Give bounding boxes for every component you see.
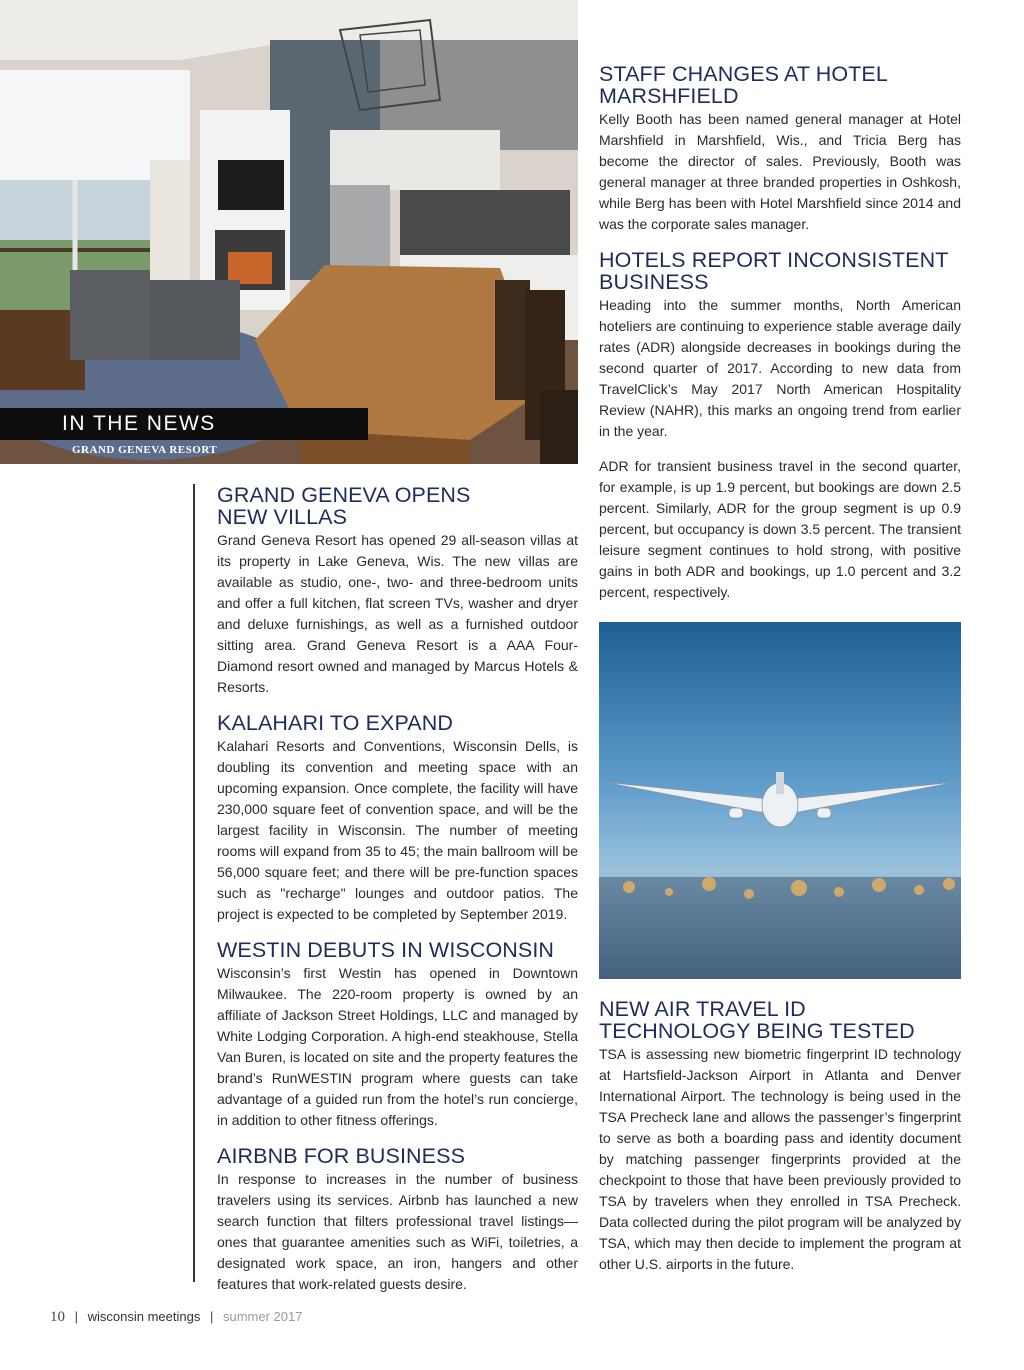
- story-title: WESTIN DEBUTS IN WISCONSIN: [217, 938, 555, 962]
- story-hotel-marshfield: [599, 63, 961, 235]
- photo-caption: GRAND GENEVA RESORT: [72, 444, 218, 456]
- story-title: GRAND GENEVA OPENS NEW VILLAS: [217, 483, 471, 529]
- story-body: In response to increases in the number of business travelers using its services. Airbnb has launched a new search function that filters professional travel listings—ones that guarantee amenities such as WiFi, toiletries, a designated work space, an iron, hangers and other features that work-related guests desire.: [217, 1171, 578, 1292]
- issue-season: summer 2017: [223, 1309, 303, 1324]
- in-the-news-band: IN THE NEWS: [0, 408, 368, 440]
- story-body: Grand Geneva Resort has opened 29 all-season villas at its property in Lake Geneva, Wis. The new villas are available as studio, one-, two- and three-bedroom units and offer a full kitchen, flat screen TVs, washer and dryer and deluxe furnishings, as well as a furnished outdoor sitting area. Grand Geneva Resort is a AAA Four-Diamond resort owned and managed by Marcus Hotels & Resorts.: [217, 532, 578, 695]
- footer-separator: |: [74, 1309, 79, 1324]
- story-title: STAFF CHANGES AT HOTEL MARSHFIELD: [599, 62, 888, 108]
- right-column-bottom: [599, 998, 961, 1289]
- story-kalahari: [217, 712, 578, 925]
- story-title: AIRBNB FOR BUSINESS: [217, 1144, 466, 1168]
- story-airbnb: [217, 1145, 578, 1295]
- story-body: Kalahari Resorts and Conventions, Wisconsin Dells, is doubling its convention and meeting space with an upcoming expansion. Once complete, the facility will have 230,000 square feet of convention space, and will be the largest facility in Wisconsin. The number of meeting rooms will expand from 35 to 45; the main ballroom will be 56,000 square feet; and there will be pre-function spaces such as "recharge" lounges and outdoor patios. The project is expected to be completed by September 2019.: [217, 738, 578, 922]
- publication-name: wisconsin meetings: [87, 1309, 201, 1324]
- page-number: 10: [50, 1309, 65, 1325]
- left-column: [217, 484, 578, 1309]
- story-title: HOTELS REPORT INCONSISTENT BUSINESS: [599, 248, 949, 294]
- story-body: Wisconsin’s first Westin has opened in Downtown Milwaukee. The 220-room property is owned by an affiliate of Jackson Street Holdings, LLC and managed by White Lodging Corporation. A high-end steakhouse, Stella Van Buren, is located on site and the property features the brand’s RunWESTIN program where guests can take advantage of a guided run from the hotel’s run concierge, in addition to other fitness offerings.: [217, 965, 578, 1128]
- resort-photo: [0, 0, 578, 464]
- story-body-continued: ADR for transient business travel in the second quarter, for example, is up 1.9 percent, but bookings are down 2.5 percent. Similarly, ADR for the group segment is up 0.9 percent, but occupancy is down 3.5 percent. The transient leisure segment continues to hold strong, with positive gains in both ADR and bookings, up 1.0 percent and 3.2 percent, respectively.: [599, 458, 961, 600]
- footer-separator: |: [209, 1309, 214, 1324]
- story-body: Heading into the summer months, North American hoteliers are continuing to experience stable average daily rates (ADR) alongside decreases in bookings during the second quarter of 2017. According to new data from TravelClick’s May 2017 North American Hospitality Review (NAHR), this marks an ongoing trend from earlier in the year.: [599, 297, 961, 439]
- story-air-travel-id: [599, 998, 961, 1275]
- story-grand-geneva: [217, 484, 578, 698]
- story-westin: [217, 939, 578, 1131]
- story-title: NEW AIR TRAVEL ID TECHNOLOGY BEING TESTED: [599, 997, 915, 1043]
- story-body: Kelly Booth has been named general manager at Hotel Marshfield in Marshfield, Wis., and Tricia Berg has become the director of sales. Previously, Booth was general manager at three branded properties in Oshkosh, while Berg has been with Hotel Marshfield since 2014 and was the corporate sales manager.: [599, 111, 961, 232]
- column-rule: [193, 484, 195, 1282]
- page-footer: [50, 1309, 302, 1326]
- airplane-photo: [599, 622, 961, 979]
- story-title: KALAHARI TO EXPAND: [217, 711, 453, 735]
- story-body: TSA is assessing new biometric fingerprint ID technology at Hartsfield-Jackson Airport in Atlanta and Denver International Airport. The technology is being used in the TSA Precheck lane and allows the passenger’s fingerprint to serve as both a boarding pass and identity document by matching passenger fingerprints provided at the checkpoint to those that have been previously provided to TSA by travelers when they enrolled in TSA Precheck. Data collected during the pilot program will be analyzed by TSA, which may then decide to implement the program at other U.S. airports in the future.: [599, 1046, 961, 1272]
- story-hotels-report: [599, 249, 961, 603]
- right-column: [599, 63, 961, 617]
